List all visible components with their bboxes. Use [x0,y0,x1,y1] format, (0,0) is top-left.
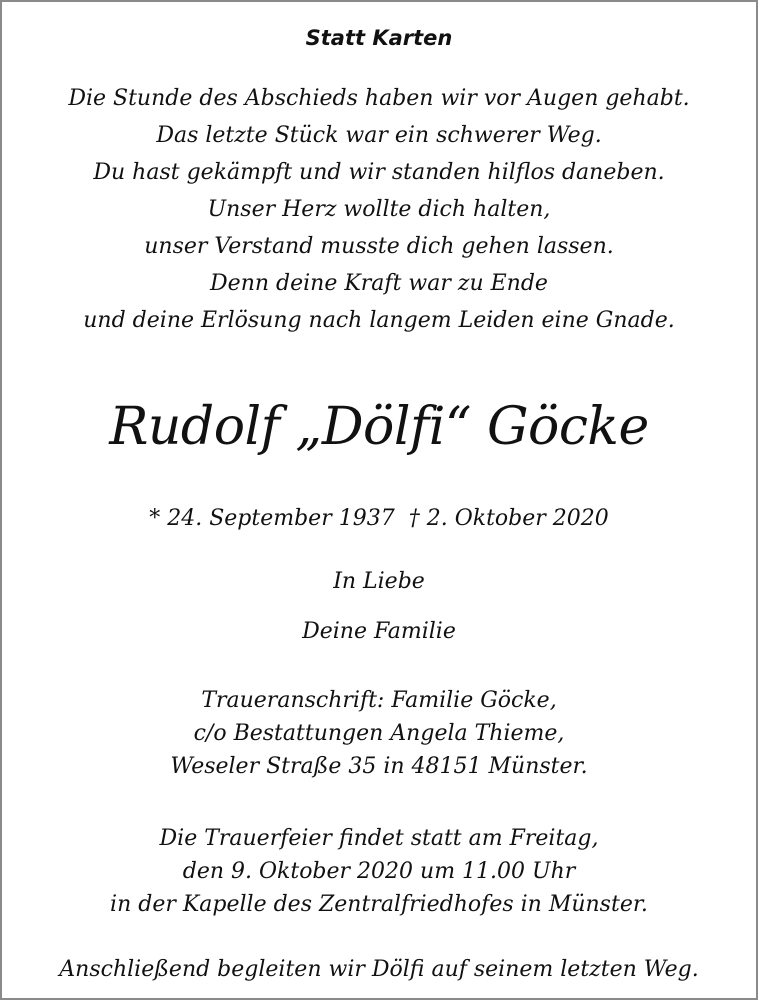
notice-header: Statt Karten [305,26,453,50]
address-line: Weseler Straße 35 in 48151 Münster. [170,754,588,779]
in-love-line: In Liebe [333,569,425,594]
closing-line: Anschließend begleiten wir Dölfi auf seinem letzten Weg. [59,957,699,982]
death-date: † 2. Oktober 2020 [408,506,609,531]
mourning-address [2,684,756,783]
funeral-service-info [2,822,756,921]
poem-line: Denn deine Kraft war zu Ende [210,271,548,296]
poem-line: Die Stunde des Abschieds haben wir vor Augen gehabt. [68,86,690,111]
address-line: Traueranschrift: Familie Göcke, [201,688,557,713]
poem [2,80,756,339]
service-line: den 9. Oktober 2020 um 11.00 Uhr [182,859,576,884]
poem-line: Du hast gekämpft und wir standen hilflos daneben. [93,160,665,185]
service-line: Die Trauerfeier findet statt am Freitag, [159,826,599,851]
poem-line: Unser Herz wollte dich halten, [207,197,551,222]
address-line: c/o Bestattungen Angela Thieme, [193,721,565,746]
poem-line: Das letzte Stück war ein schwerer Weg. [156,123,602,148]
poem-line: und deine Erlösung nach langem Leiden eine Gnade. [83,308,675,333]
poem-line: unser Verstand musste dich gehen lassen. [144,234,614,259]
birth-date: * 24. September 1937 [149,506,395,531]
life-dates [2,502,756,536]
family-signature: Deine Familie [302,619,456,644]
deceased-name: Rudolf „Dölfi“ Göcke [109,397,649,457]
service-line: in der Kapelle des Zentralfriedhofes in Münster. [110,892,648,917]
